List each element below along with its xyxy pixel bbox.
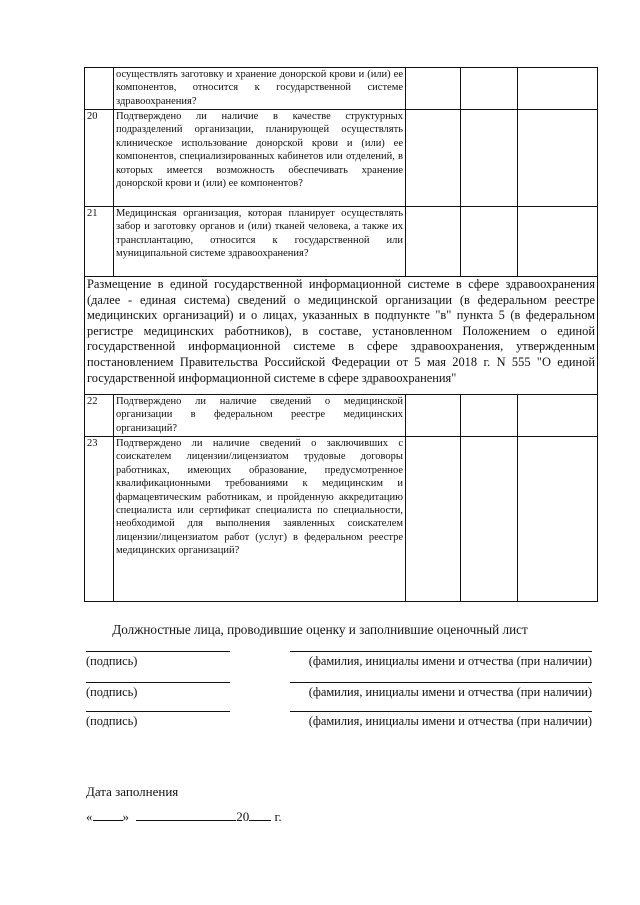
answer-cell-note[interactable] xyxy=(518,68,598,110)
answer-cell-yes[interactable] xyxy=(406,110,461,207)
table-row xyxy=(85,437,598,602)
answer-cell-note[interactable] xyxy=(518,110,598,207)
row-number: 20 xyxy=(85,110,114,207)
close-quote: » xyxy=(122,809,129,824)
table-row xyxy=(85,110,598,207)
signatures-title: Должностные лица, проводившие оценку и заполнившие оценочный лист xyxy=(112,622,528,637)
row-number: 23 xyxy=(85,437,114,602)
year-prefix: 20 xyxy=(236,809,250,824)
answer-cell-yes[interactable] xyxy=(406,207,461,277)
signature-line[interactable] xyxy=(86,651,230,652)
name-line[interactable] xyxy=(290,651,592,652)
question-text: Подтверждено ли наличие сведений о заключивших с соискателем лицензии/лицензиатом трудовые договоры работниках, имеющих образование, предусмотренное квалификационными требованиями к медицинским и фармацевтическим работникам, и пройденную аккредитацию специалиста или сертификат специалиста по специальности, необходимой для выполнения заявленных соискателем лицензии/лицензиатом работ (услуг) в федеральном реестре медицинских организаций? xyxy=(116,438,403,557)
answer-cell-note[interactable] xyxy=(518,207,598,277)
answer-cell-no[interactable] xyxy=(461,207,518,277)
signature-label: (подпись) xyxy=(86,714,138,728)
question-text: Медицинская организация, которая планирует осуществлять забор и заготовку органов и (или) тканей человека, а также их трансплантацию, относится к государственной или муниципальной системе здравоохранения? xyxy=(116,208,403,260)
table-row xyxy=(85,207,598,277)
question-cell xyxy=(114,207,406,277)
table-row xyxy=(85,395,598,437)
section-heading-row xyxy=(85,277,598,395)
table-row xyxy=(85,68,598,110)
answer-cell-yes[interactable] xyxy=(406,68,461,110)
open-quote: « xyxy=(86,809,93,824)
question-text: осуществлять заготовку и хранение донорской крови и (или) ее компонентов, относится к государственной системе здравоохранения? xyxy=(116,69,403,107)
row-number xyxy=(85,68,114,110)
year-suffix: г. xyxy=(274,809,282,824)
answer-cell-no[interactable] xyxy=(461,110,518,207)
section-heading: Размещение в единой государственной информационной системе в сфере здравоохранения (далее - единая система) сведений о медицинской организации (в федеральном реестре медицинских организаций) и о лицах, указанных в подпункте "в" пункта 5 (в федеральном регистре медицинских работников), в составе, установленном Положением о единой государственной информационной системе в сфере здравоохранения, утвержденным постановлением Правительства Российской Федерации от 5 мая 2018 г. N 555 "О единой государственной информационной системе в сфере здравоохранения" xyxy=(85,277,598,395)
signature-row xyxy=(86,711,592,731)
answer-cell-yes[interactable] xyxy=(406,437,461,602)
signature-row xyxy=(86,682,592,702)
date-line xyxy=(86,808,282,825)
question-text: Подтверждено ли наличие в качестве структурных подразделений организации, планирующей осуществлять клиническое использование донорской крови и (или) ее компонентов, специализированных кабинетов или отделений, в которых имеется возможность обеспечивать хранение донорской крови и (или) ее компонентов? xyxy=(116,111,403,190)
name-label: (фамилия, инициалы имени и отчества (при наличии) xyxy=(308,654,592,668)
signature-line[interactable] xyxy=(86,711,230,712)
name-line[interactable] xyxy=(290,711,592,712)
month-blank[interactable] xyxy=(136,808,236,821)
signature-row xyxy=(86,651,592,671)
question-cell xyxy=(114,68,406,110)
answer-cell-note[interactable] xyxy=(518,395,598,437)
name-label: (фамилия, инициалы имени и отчества (при наличии) xyxy=(308,714,592,728)
row-number: 21 xyxy=(85,207,114,277)
signature-label: (подпись) xyxy=(86,654,138,668)
answer-cell-no[interactable] xyxy=(461,395,518,437)
answer-cell-no[interactable] xyxy=(461,68,518,110)
row-number: 22 xyxy=(85,395,114,437)
date-label: Дата заполнения xyxy=(86,784,179,799)
question-cell xyxy=(114,395,406,437)
evaluation-table xyxy=(84,67,598,602)
year-blank[interactable] xyxy=(249,808,271,821)
question-cell xyxy=(114,110,406,207)
question-cell xyxy=(114,437,406,602)
signature-label: (подпись) xyxy=(86,685,138,699)
day-blank[interactable] xyxy=(93,808,123,821)
answer-cell-note[interactable] xyxy=(518,437,598,602)
answer-cell-no[interactable] xyxy=(461,437,518,602)
signature-line[interactable] xyxy=(86,682,230,683)
name-label: (фамилия, инициалы имени и отчества (при наличии) xyxy=(308,685,592,699)
question-text: Подтверждено ли наличие сведений о медицинской организации в федеральном реестре медицинских организаций? xyxy=(116,396,403,434)
name-line[interactable] xyxy=(290,682,592,683)
answer-cell-yes[interactable] xyxy=(406,395,461,437)
